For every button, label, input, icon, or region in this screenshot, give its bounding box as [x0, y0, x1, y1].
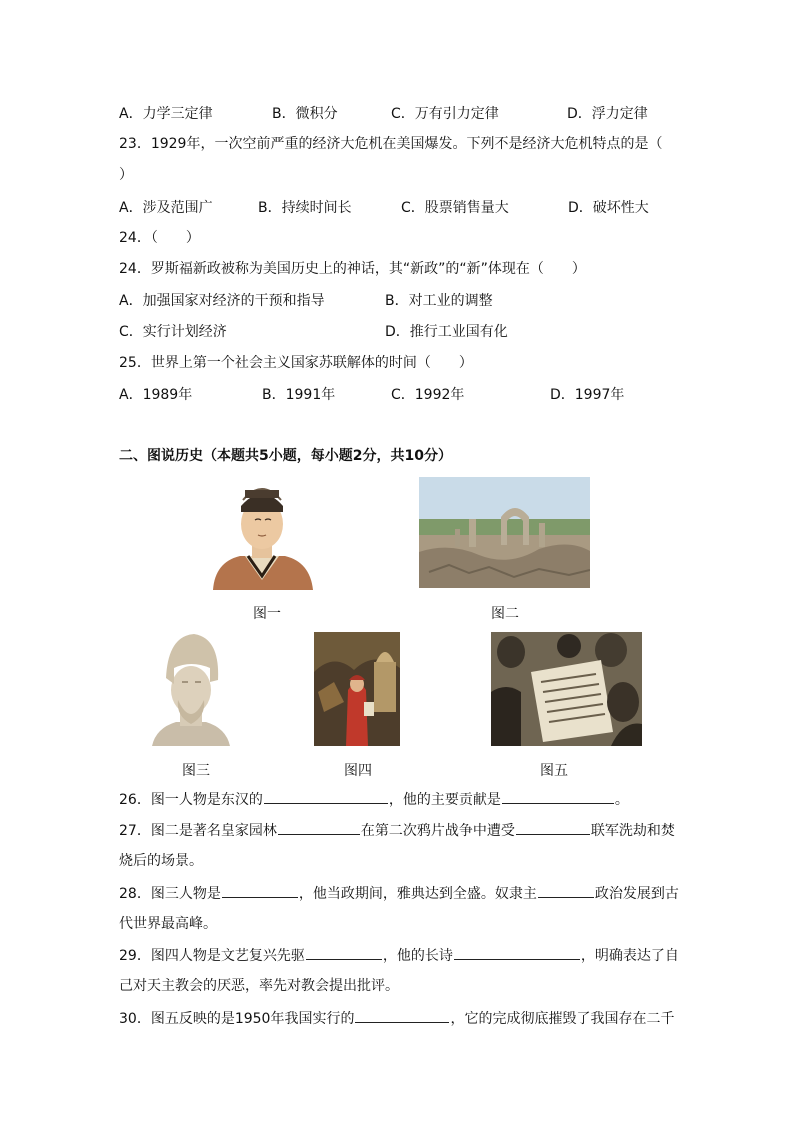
q24-option-a: A．加强国家对经济的干预和指导: [119, 293, 325, 309]
q26-text-b: ，他的主要贡献是: [388, 792, 501, 808]
painting-illustration: [314, 632, 400, 746]
q27-line-1: [119, 820, 675, 840]
q27-line-2: 烧后的场景。: [119, 853, 203, 869]
q29-line-2: 己对天主教会的厌恶，率先对教会提出批评。: [119, 978, 399, 994]
q25-option-c: C．1992年: [391, 387, 465, 403]
q30-line: [119, 1008, 674, 1028]
q29-line-1: [119, 945, 679, 965]
q22-option-a: A．力学三定律: [119, 106, 213, 122]
section-title: 二、图说历史（本题共5小题，每小题2分，共10分）: [119, 448, 452, 464]
q29-blank-1[interactable]: [306, 945, 382, 960]
q30-blank-1[interactable]: [355, 1008, 449, 1023]
q24-option-b: B．对工业的调整: [385, 293, 493, 309]
figure-3-image: [150, 632, 232, 746]
q24-option-c: C．实行计划经济: [119, 324, 227, 340]
q28-blank-1[interactable]: [222, 883, 298, 898]
crowd-photo-illustration: [491, 632, 642, 746]
figure-4-caption: 图四: [344, 763, 372, 779]
figure-2-image: [419, 477, 590, 588]
q27-blank-1[interactable]: [278, 820, 360, 835]
q30-text-b: ，它的完成彻底摧毁了我国存在二千: [450, 1011, 675, 1027]
q26-text-a: 26．图一人物是东汉的: [119, 792, 263, 808]
q26-blank-2[interactable]: [502, 789, 614, 804]
q27-blank-2[interactable]: [516, 820, 590, 835]
q28-line-2: 代世界最高峰。: [119, 916, 217, 932]
q25-option-d: D．1997年: [550, 387, 625, 403]
q26-text-c: 。: [614, 792, 629, 808]
q23-stem-end: ）: [119, 167, 133, 183]
figure-1-image: [205, 480, 320, 590]
q23-option-c: C．股票销售量大: [401, 200, 509, 216]
q27-text-a: 27．图二是著名皇家园林: [119, 823, 277, 839]
q27-text-c: 联军洗劫和焚: [590, 823, 675, 839]
figure-2-caption: 图二: [491, 606, 519, 622]
q29-text-c: ，明确表达了自: [580, 948, 679, 964]
q25-option-a: A．1989年: [119, 387, 193, 403]
q23-option-b: B．持续时间长: [258, 200, 352, 216]
figure-5-image: [491, 632, 642, 746]
q29-text-a: 29．图四人物是文艺复兴先驱: [119, 948, 305, 964]
q28-line-1: [119, 883, 679, 903]
portrait-illustration: [205, 480, 320, 590]
q23-stem: 23．1929年，一次空前严重的经济大危机在美国爆发。下列不是经济大危机特点的是（: [119, 136, 663, 152]
q28-text-a: 28．图三人物是: [119, 886, 221, 902]
figure-5-caption: 图五: [540, 763, 568, 779]
q30-text-a: 30．图五反映的是1950年我国实行的: [119, 1011, 355, 1027]
q26-blank-1[interactable]: [264, 789, 388, 804]
bust-illustration: [150, 632, 232, 746]
q29-text-b: ，他的长诗: [382, 948, 453, 964]
q23-option-a: A．涉及范围广: [119, 200, 213, 216]
figure-4-image: [314, 632, 400, 746]
q28-text-c: 政治发展到古: [594, 886, 679, 902]
q27-text-b: 在第二次鸦片战争中遭受: [360, 823, 515, 839]
q28-text-b: ，他当政期间，雅典达到全盛。奴隶主: [298, 886, 537, 902]
q22-option-c: C．万有引力定律: [391, 106, 499, 122]
q26-line: [119, 789, 629, 809]
q22-option-b: B．微积分: [272, 106, 338, 122]
figure-3-caption: 图三: [182, 763, 210, 779]
q29-blank-2[interactable]: [454, 945, 580, 960]
q24-option-d: D．推行工业国有化: [385, 324, 508, 340]
q24-blank-stem: 24．（ ）: [119, 230, 200, 246]
q25-option-b: B．1991年: [262, 387, 336, 403]
q25-stem: 25．世界上第一个社会主义国家苏联解体的时间（ ）: [119, 355, 473, 371]
q24-stem: 24．罗斯福新政被称为美国历史上的神话，其“新政”的“新”体现在（ ）: [119, 261, 586, 277]
ruins-photo-illustration: [419, 477, 590, 588]
q22-option-d: D．浮力定律: [567, 106, 648, 122]
q23-option-d: D．破坏性大: [568, 200, 649, 216]
q28-blank-2[interactable]: [538, 883, 594, 898]
figure-1-caption: 图一: [253, 606, 281, 622]
